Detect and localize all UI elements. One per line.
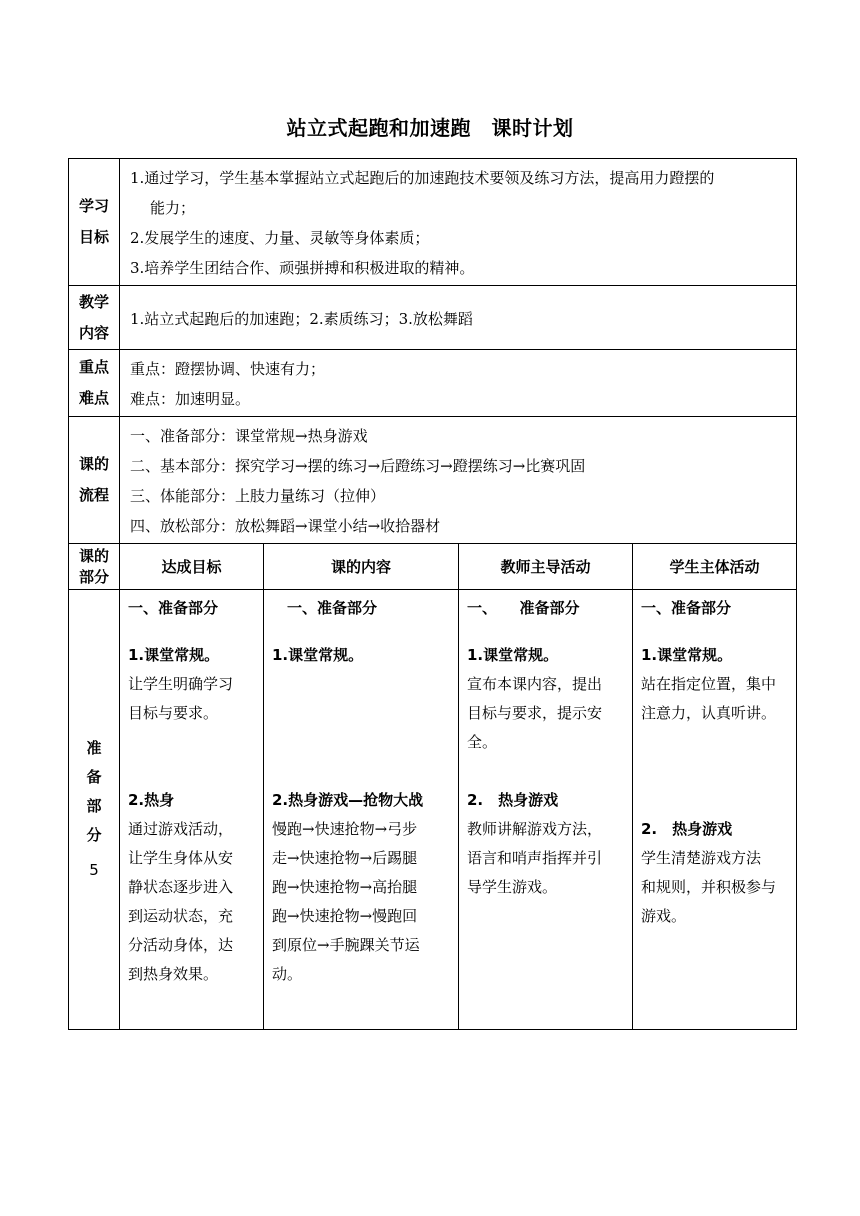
goal-line-1b: 能力； [150, 199, 196, 217]
goals-label: 学习 目标 [69, 159, 120, 286]
prep-content-cell: 一、准备部分 1.课堂常规。 2.热身游戏—抢物大战 慢跑→快速抢物→弓步 走→快速抢物→后踢腿 跑→快速抢物→高抬腿 跑→快速抢物→慢跑回 到原位→手腕踝关节运 动。 [264, 590, 459, 1030]
page-title: 站立式起跑和加速跑 课时计划 [286, 116, 574, 140]
prep-minutes: 5 [89, 861, 99, 879]
keypoints-row [69, 350, 797, 417]
content-row [69, 286, 797, 350]
header-content: 课的内容 [264, 544, 459, 590]
header-part: 课的 部分 [69, 544, 120, 590]
keypoints-label: 重点 难点 [69, 350, 120, 417]
header-student: 学生主体活动 [633, 544, 797, 590]
goals-row [69, 159, 797, 286]
prep-goal-cell: 一、准备部分 1.课堂常规。 让学生明确学习 目标与要求。 2.热身 通过游戏活动， 让学生身体从安 静状态逐步进入 到运动状态，充 分活动身体，达 到热身效果。 [120, 590, 264, 1030]
goal-line-3: 3.培养学生团结合作、顽强拼搏和积极进取的精神。 [130, 259, 475, 277]
flow-text: 一、准备部分：课堂常规→热身游戏 二、基本部分：探究学习→摆的练习→后蹬练习→蹬摆练习→比赛巩固 三、体能部分：上肢力量练习（拉伸） 四、放松部分：放松舞蹈→课堂小结→收拾器材 [120, 417, 797, 544]
lesson-plan-table [68, 158, 797, 1030]
goal-line-2: 2.发展学生的速度、力量、灵敏等身体素质； [130, 229, 430, 247]
header-row [69, 544, 797, 590]
flow-label: 课的 流程 [69, 417, 120, 544]
prep-student-cell: 一、准备部分 1.课堂常规。 站在指定位置，集中 注意力，认真听讲。 2. 热身游戏 学生清楚游戏方法 和规则，并积极参与 游戏。 [633, 590, 797, 1030]
content-text: 1.站立式起跑后的加速跑；2.素质练习；3.放松舞蹈 [120, 286, 797, 350]
goals-text [120, 159, 797, 286]
goal-line-1: 1.通过学习，学生基本掌握站立式起跑后的加速跑技术要领及练习方法，提高用力蹬摆的 [130, 169, 715, 187]
prep-row [69, 590, 797, 1030]
content-label: 教学 内容 [69, 286, 120, 350]
header-teacher: 教师主导活动 [459, 544, 633, 590]
prep-teacher-cell: 一、 准备部分 1.课堂常规。 宣布本课内容，提出 目标与要求，提示安 全。 2. 热身游戏 教师讲解游戏方法， 语言和哨声指挥并引 导学生游戏。 [459, 590, 633, 1030]
prep-section-label: 准 备 部 分 5 [69, 590, 120, 1030]
header-goal: 达成目标 [120, 544, 264, 590]
keypoints-text: 重点：蹬摆协调、快速有力； 难点：加速明显。 [120, 350, 797, 417]
flow-row [69, 417, 797, 544]
